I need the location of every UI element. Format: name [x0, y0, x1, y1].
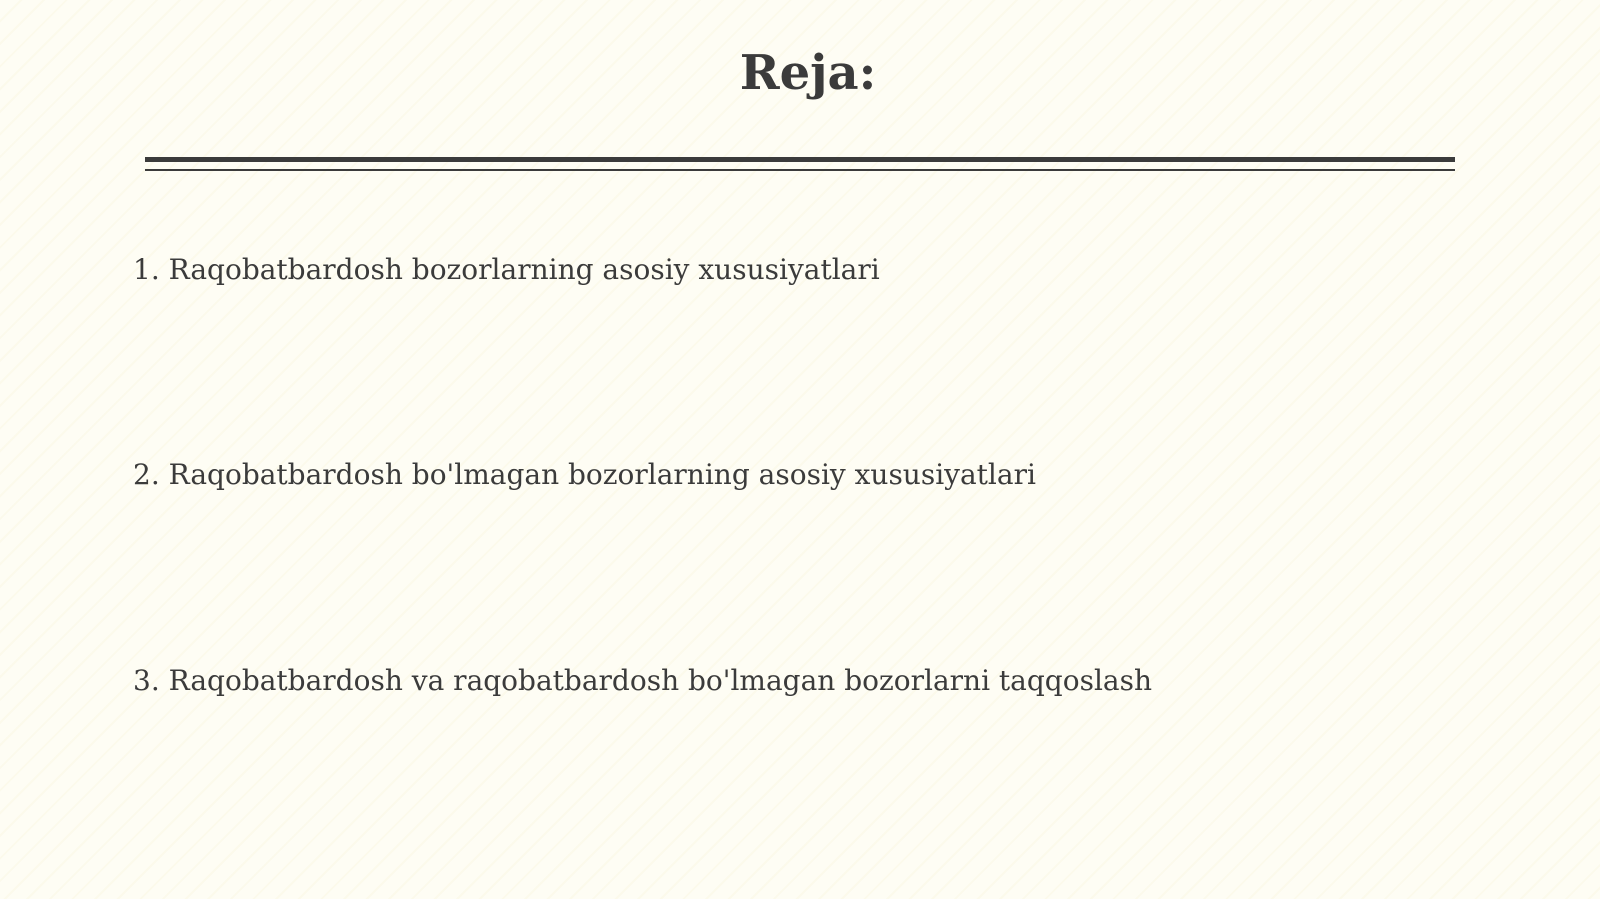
title-divider-thin	[145, 169, 1455, 171]
title-divider-thick	[145, 157, 1455, 162]
plan-item-2: 2. Raqobatbardosh bo'lmagan bozorlarning asosiy xususiyatlari	[133, 458, 1036, 491]
slide-title: Reja:	[739, 45, 877, 101]
plan-item-3: 3. Raqobatbardosh va raqobatbardosh bo'lmagan bozorlarni taqqoslash	[133, 664, 1152, 697]
plan-item-1: 1. Raqobatbardosh bozorlarning asosiy xususiyatlari	[133, 253, 880, 286]
